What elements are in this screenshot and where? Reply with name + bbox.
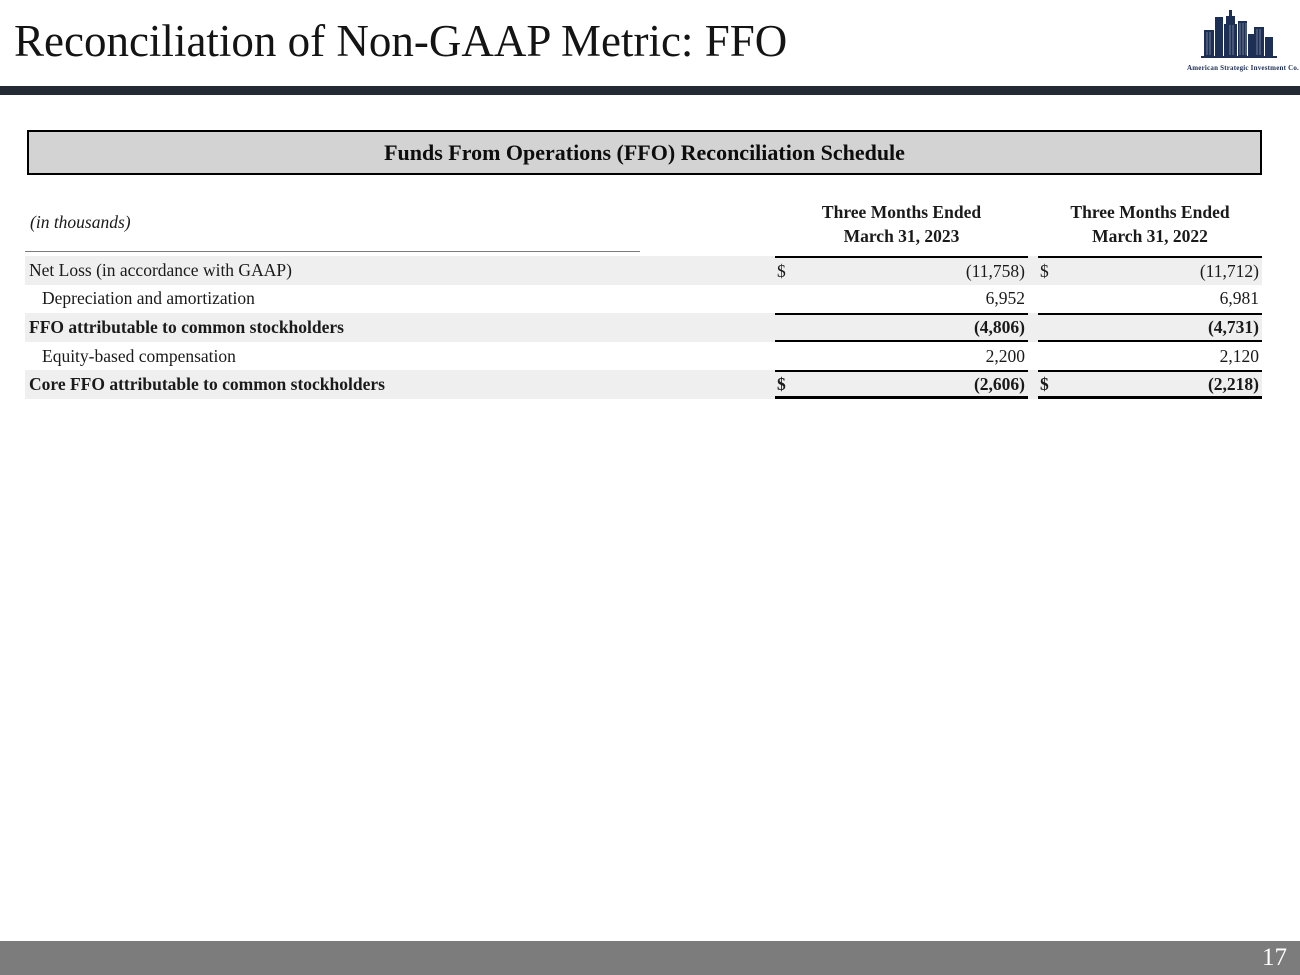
value-2022	[1038, 313, 1262, 342]
row-label: Net Loss (in accordance with GAAP)	[29, 259, 292, 280]
row-label: Depreciation and amortization	[42, 288, 255, 309]
row-label: Core FFO attributable to common stockholders	[29, 374, 385, 395]
page-title: Reconciliation of Non-GAAP Metric: FFO	[14, 16, 788, 66]
column-header-2023-line1: Three Months Ended	[821, 202, 982, 222]
value-2023	[775, 370, 1028, 399]
value-2023	[775, 256, 1028, 285]
column-gap	[1028, 342, 1038, 371]
currency-symbol: $	[1040, 373, 1049, 394]
column-gap	[1028, 285, 1038, 314]
value-2022-amount: 6,981	[1219, 288, 1259, 309]
value-2023-amount: 6,952	[985, 288, 1025, 309]
currency-symbol: $	[1040, 260, 1049, 281]
value-2023-amount: 2,200	[985, 345, 1025, 366]
company-logo	[1186, 4, 1300, 84]
value-2022-amount: (11,712)	[1199, 260, 1259, 281]
footer-bar	[0, 941, 1300, 975]
currency-symbol: $	[777, 373, 786, 394]
value-2022	[1038, 285, 1262, 314]
value-2022-amount: 2,120	[1219, 345, 1259, 366]
column-gap	[1028, 370, 1038, 399]
value-2022-amount: (4,731)	[1207, 316, 1259, 337]
schedule-title-bar	[27, 130, 1262, 175]
column-header-2022	[1038, 200, 1262, 248]
column-header-2022-line2: March 31, 2022	[1092, 226, 1208, 246]
reconciliation-table	[25, 256, 1262, 399]
table-row-core-ffo	[25, 370, 1262, 399]
company-logo-name: American Strategic Investment Co.	[1187, 64, 1299, 72]
value-2023	[775, 342, 1028, 371]
units-note: (in thousands)	[30, 212, 131, 232]
value-2023	[775, 313, 1028, 342]
title-divider-rule	[0, 86, 1300, 95]
table-row-ffo	[25, 313, 1262, 342]
row-label: Equity-based compensation	[42, 345, 236, 366]
value-2023-amount: (4,806)	[973, 316, 1025, 337]
column-header-2023	[775, 200, 1028, 248]
row-label: FFO attributable to common stockholders	[29, 316, 344, 337]
currency-symbol: $	[777, 260, 786, 281]
table-row-net-loss	[25, 256, 1262, 285]
column-gap	[1028, 256, 1038, 285]
column-header-2023-line2: March 31, 2023	[843, 226, 960, 246]
value-2022-amount: (2,218)	[1207, 373, 1259, 394]
value-2023-amount: (11,758)	[965, 260, 1025, 281]
value-2023	[775, 285, 1028, 314]
table-row-equity-compensation	[25, 342, 1262, 371]
table-row-depreciation	[25, 285, 1262, 314]
city-skyline-icon	[1186, 4, 1300, 64]
value-2023-amount: (2,606)	[973, 373, 1025, 394]
schedule-title: Funds From Operations (FFO) Reconciliation Schedule	[384, 139, 905, 165]
column-header-2022-line1: Three Months Ended	[1070, 202, 1230, 222]
column-gap	[1028, 313, 1038, 342]
value-2022	[1038, 256, 1262, 285]
label-column-underline	[25, 251, 640, 252]
page-number: 17	[1262, 944, 1287, 971]
value-2022	[1038, 370, 1262, 399]
value-2022	[1038, 342, 1262, 371]
